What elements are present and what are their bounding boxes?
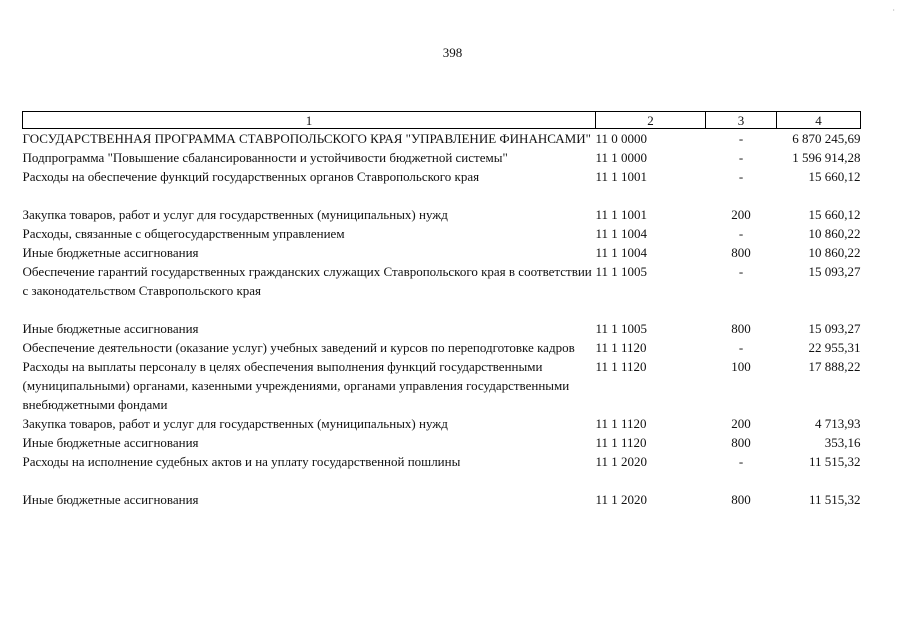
row-name: Расходы на выплаты персоналу в целях обеспечения выполнения функций государственными (муниципальными) органами, казенными учреждениями, органами управления государственными внебюджетными фондами bbox=[22, 359, 570, 412]
row-code: 11 0 0000 bbox=[595, 131, 648, 146]
table-row bbox=[23, 243, 861, 262]
row-type: 200 bbox=[731, 207, 751, 222]
table-body bbox=[23, 129, 861, 510]
row-amount: 22 955,31 bbox=[808, 340, 861, 355]
row-type: 800 bbox=[731, 435, 751, 450]
table-row bbox=[23, 129, 861, 149]
row-type: - bbox=[738, 150, 744, 165]
row-amount: 15 660,12 bbox=[808, 207, 861, 222]
header-row bbox=[23, 112, 861, 129]
row-code: 11 1 1120 bbox=[595, 359, 647, 374]
row-code: 11 1 1005 bbox=[595, 264, 648, 279]
table-row bbox=[23, 167, 861, 205]
row-name: Обеспечение гарантий государственных гражданских служащих Ставропольского края в соответствии с законодательством Ставропольского края bbox=[22, 264, 592, 298]
table-row bbox=[23, 338, 861, 357]
row-type: - bbox=[738, 454, 744, 469]
row-code: 11 1 1120 bbox=[595, 340, 647, 355]
header-col-1: 1 bbox=[23, 112, 596, 129]
row-type: - bbox=[738, 264, 744, 279]
row-type: - bbox=[738, 169, 744, 184]
row-code: 11 1 1001 bbox=[595, 207, 648, 222]
table-row bbox=[23, 148, 861, 167]
corner-mark: · bbox=[892, 6, 895, 15]
row-code: 11 1 1004 bbox=[595, 226, 648, 241]
header-col-3: 3 bbox=[706, 112, 777, 129]
row-name: Иные бюджетные ассигнования bbox=[22, 492, 199, 507]
table-row bbox=[23, 414, 861, 433]
row-code: 11 1 1001 bbox=[595, 169, 648, 184]
row-amount: 15 093,27 bbox=[808, 264, 861, 279]
row-code: 11 1 1120 bbox=[595, 435, 647, 450]
budget-table bbox=[22, 111, 861, 509]
row-amount: 17 888,22 bbox=[808, 359, 861, 374]
row-name: Расходы на исполнение судебных актов и на уплату государственной пошлины bbox=[22, 454, 461, 469]
row-name: Расходы на обеспечение функций государственных органов Ставропольского края bbox=[22, 169, 480, 184]
row-name: Иные бюджетные ассигнования bbox=[22, 321, 199, 336]
table-row bbox=[23, 357, 861, 414]
table-row bbox=[23, 319, 861, 338]
row-amount: 11 515,32 bbox=[808, 492, 861, 507]
row-name: Иные бюджетные ассигнования bbox=[22, 245, 199, 260]
page-number: 398 bbox=[442, 45, 463, 60]
table-row bbox=[23, 262, 861, 319]
row-name: Закупка товаров, работ и услуг для государственных (муниципальных) нужд bbox=[22, 207, 448, 222]
table-row bbox=[23, 224, 861, 243]
row-code: 11 1 1120 bbox=[595, 416, 647, 431]
row-amount: 10 860,22 bbox=[808, 245, 861, 260]
row-amount: 1 596 914,28 bbox=[792, 150, 861, 165]
row-amount: 6 870 245,69 bbox=[792, 131, 861, 146]
row-name: Закупка товаров, работ и услуг для государственных (муниципальных) нужд bbox=[22, 416, 448, 431]
header-col-4: 4 bbox=[777, 112, 861, 129]
row-type: - bbox=[738, 340, 744, 355]
header-col-2: 2 bbox=[596, 112, 706, 129]
row-code: 11 1 2020 bbox=[595, 454, 648, 469]
table-row bbox=[23, 490, 861, 509]
row-amount: 10 860,22 bbox=[808, 226, 861, 241]
row-type: 100 bbox=[731, 359, 751, 374]
row-name: Расходы, связанные с общегосударственным управлением bbox=[22, 226, 345, 241]
table-row bbox=[23, 433, 861, 452]
row-code: 11 1 0000 bbox=[595, 150, 648, 165]
row-amount: 4 713,93 bbox=[815, 416, 861, 431]
row-code: 11 1 1005 bbox=[595, 321, 648, 336]
row-type: - bbox=[738, 226, 744, 241]
row-name: Подпрограмма "Повышение сбалансированности и устойчивости бюджетной системы" bbox=[22, 150, 508, 165]
row-name: ГОСУДАРСТВЕННАЯ ПРОГРАММА СТАВРОПОЛЬСКОГО КРАЯ "УПРАВЛЕНИЕ ФИНАНСАМИ" bbox=[22, 131, 591, 146]
row-amount: 15 093,27 bbox=[808, 321, 861, 336]
table-row bbox=[23, 205, 861, 224]
table-header bbox=[23, 112, 861, 129]
row-amount: 15 660,12 bbox=[808, 169, 861, 184]
row-type: 800 bbox=[731, 492, 751, 507]
row-type: - bbox=[738, 131, 744, 146]
row-code: 11 1 1004 bbox=[595, 245, 648, 260]
row-type: 200 bbox=[731, 416, 751, 431]
row-name: Иные бюджетные ассигнования bbox=[22, 435, 199, 450]
row-amount: 353,16 bbox=[824, 435, 861, 450]
row-name: Обеспечение деятельности (оказание услуг) учебных заведений и курсов по переподготовке кадров bbox=[22, 340, 575, 355]
row-type: 800 bbox=[731, 321, 751, 336]
row-code: 11 1 2020 bbox=[595, 492, 648, 507]
row-amount: 11 515,32 bbox=[808, 454, 861, 469]
table-row bbox=[23, 452, 861, 490]
row-type: 800 bbox=[731, 245, 751, 260]
